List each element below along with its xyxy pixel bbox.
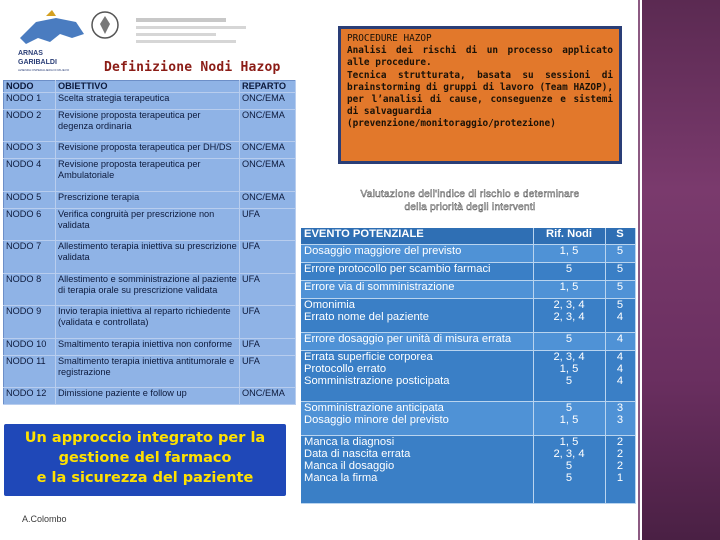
cell-nodo: NODO 11 [4, 355, 56, 387]
column-header-rif-nodi: Rif. Nodi [533, 228, 605, 245]
author-label: A.Colombo [22, 514, 67, 524]
cell-s: 4 [605, 333, 635, 351]
cell-s: 3 3 [605, 402, 635, 436]
cell-obiettivo: Scelta strategia terapeutica [56, 93, 240, 110]
table-row [4, 93, 296, 110]
table-row [301, 402, 635, 436]
procedure-line-3: (prevenzione/monitoraggio/protezione) [347, 118, 556, 130]
cell-reparto: ONC/EMA [240, 388, 296, 405]
table-row [4, 355, 296, 387]
table-row [4, 306, 296, 338]
procedure-hazop-box [338, 26, 622, 164]
cell-reparto: UFA [240, 208, 296, 240]
cell-s: 5 [605, 280, 635, 298]
regional-seal-icon [90, 10, 120, 44]
cell-evento: Omonimia Errato nome del paziente [301, 298, 533, 332]
cell-nodo: NODO 9 [4, 306, 56, 338]
cell-obiettivo: Allestimento terapia iniettiva su prescrizione validata [56, 241, 240, 273]
table-row [301, 280, 635, 298]
cell-s: 5 [605, 245, 635, 263]
procedure-line-1: Analisi dei rischi di un processo applicato alle procedure. [347, 45, 613, 69]
cell-obiettivo: Allestimento e somministrazione al paziente di terapia orale su prescrizione validata [56, 273, 240, 305]
cell-rif-nodi: 5 [533, 262, 605, 280]
cell-rif-nodi: 1, 5 [533, 245, 605, 263]
table-row [4, 338, 296, 355]
cell-obiettivo: Revisione proposta terapeutica per degenza ordinaria [56, 109, 240, 141]
cell-reparto: ONC/EMA [240, 142, 296, 159]
svg-text:AZIENDA OSPEDALIERA DI RILIEVO: AZIENDA OSPEDALIERA DI RILIEVO [18, 68, 70, 72]
cell-rif-nodi: 2, 3, 4 2, 3, 4 [533, 298, 605, 332]
cell-s: 4 4 4 [605, 351, 635, 402]
cell-reparto: ONC/EMA [240, 109, 296, 141]
table-row [4, 191, 296, 208]
table-header-row [301, 228, 635, 245]
table-header-row [4, 81, 296, 93]
cell-evento: Errata superficie corporea Protocollo errato Somministrazione posticipata [301, 351, 533, 402]
cell-s: 2 2 2 1 [605, 436, 635, 504]
procedure-title: PROCEDURE HAZOP [347, 33, 432, 44]
svg-text:GARIBALDI: GARIBALDI [18, 59, 57, 66]
cell-nodo: NODO 8 [4, 273, 56, 305]
cell-evento: Errore via di somministrazione [301, 280, 533, 298]
cell-obiettivo: Prescrizione terapia [56, 191, 240, 208]
cell-rif-nodi: 5 1, 5 [533, 402, 605, 436]
cell-obiettivo: Invio terapia iniettiva al reparto richiedente (validata e controllata) [56, 306, 240, 338]
risk-evaluation-caption [302, 188, 638, 214]
page-title: Definizione Nodi Hazop [104, 60, 281, 75]
column-header-evento: EVENTO POTENZIALE [301, 228, 533, 245]
table-row [4, 159, 296, 191]
cell-reparto: UFA [240, 338, 296, 355]
decorative-side-bar [642, 0, 720, 540]
risk-evaluation-line-1: Valutazione dell'indice di rischio e determinare [360, 189, 580, 200]
nodes-table [3, 80, 296, 405]
cell-reparto: UFA [240, 273, 296, 305]
table-row [4, 142, 296, 159]
cell-evento: Somministrazione anticipata Dosaggio minore del previsto [301, 402, 533, 436]
cell-evento: Dosaggio maggiore del previsto [301, 245, 533, 263]
cell-s: 5 4 [605, 298, 635, 332]
cell-nodo: NODO 2 [4, 109, 56, 141]
cell-rif-nodi: 1, 5 2, 3, 4 5 5 [533, 436, 605, 504]
cell-obiettivo: Revisione proposta terapeutica per DH/DS [56, 142, 240, 159]
cell-obiettivo: Verifica congruità per prescrizione non validata [56, 208, 240, 240]
table-row [301, 351, 635, 402]
cell-nodo: NODO 5 [4, 191, 56, 208]
table-row [301, 262, 635, 280]
table-row [4, 388, 296, 405]
cell-rif-nodi: 5 [533, 333, 605, 351]
cell-obiettivo: Revisione proposta terapeutica per Ambulatoriale [56, 159, 240, 191]
cell-reparto: UFA [240, 241, 296, 273]
cell-rif-nodi: 2, 3, 4 1, 5 5 [533, 351, 605, 402]
cell-obiettivo: Dimissione paziente e follow up [56, 388, 240, 405]
banner-line-1: Un approccio integrato per la [24, 430, 266, 446]
column-header-reparto: REPARTO [240, 81, 296, 93]
risk-evaluation-line-2: della priorità degli interventi [404, 202, 536, 213]
events-table [301, 228, 636, 504]
side-divider-line [638, 0, 640, 540]
integrated-approach-banner [4, 424, 286, 496]
cell-reparto: ONC/EMA [240, 191, 296, 208]
cell-obiettivo: Smaltimento terapia iniettiva non conforme [56, 338, 240, 355]
cell-nodo: NODO 1 [4, 93, 56, 110]
table-row [4, 208, 296, 240]
table-row [301, 298, 635, 332]
table-row [4, 109, 296, 141]
table-row [301, 436, 635, 504]
cell-s: 5 [605, 262, 635, 280]
procedure-line-2: Tecnica strutturata, basata su sessioni di brainstorming di gruppi di lavoro (Team HAZOP), per l’analisi di cause, conseguenze e sistemi di salvaguardia [347, 69, 613, 118]
cell-rif-nodi: 1, 5 [533, 280, 605, 298]
cell-reparto: UFA [240, 355, 296, 387]
cell-evento: Errore protocollo per scambio farmaci [301, 262, 533, 280]
column-header-s: S [605, 228, 635, 245]
banner-line-3: e la sicurezza del paziente [36, 470, 254, 486]
cell-nodo: NODO 10 [4, 338, 56, 355]
cell-nodo: NODO 4 [4, 159, 56, 191]
column-header-nodo: NODO [4, 81, 56, 93]
cell-reparto: ONC/EMA [240, 159, 296, 191]
cell-nodo: NODO 12 [4, 388, 56, 405]
svg-text:ARNAS: ARNAS [18, 50, 43, 57]
table-row [301, 245, 635, 263]
arnas-logo-icon [12, 8, 90, 80]
table-row [301, 333, 635, 351]
hospital-logo-text [136, 16, 316, 50]
cell-evento: Manca la diagnosi Data di nascita errata Manca il dosaggio Manca la firma [301, 436, 533, 504]
cell-reparto: ONC/EMA [240, 93, 296, 110]
cell-nodo: NODO 7 [4, 241, 56, 273]
cell-reparto: UFA [240, 306, 296, 338]
cell-nodo: NODO 6 [4, 208, 56, 240]
cell-evento: Errore dosaggio per unità di misura errata [301, 333, 533, 351]
column-header-obiettivo: OBIETTIVO [56, 81, 240, 93]
banner-line-2: gestione del farmaco [58, 450, 232, 466]
cell-nodo: NODO 3 [4, 142, 56, 159]
table-row [4, 241, 296, 273]
cell-obiettivo: Smaltimento terapia iniettiva antitumorale e registrazione [56, 355, 240, 387]
table-row [4, 273, 296, 305]
